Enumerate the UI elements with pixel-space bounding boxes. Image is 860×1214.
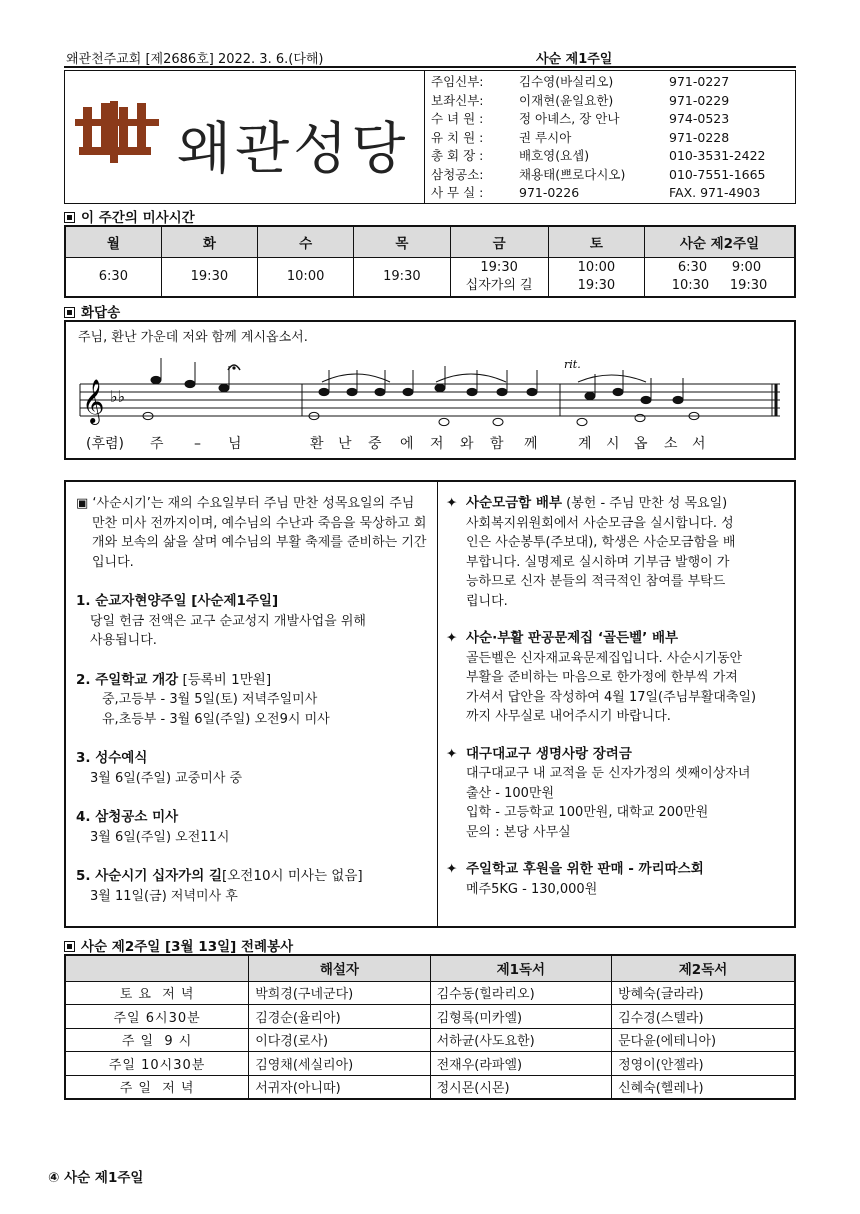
duty-person: 이다경(로사) [249, 1028, 430, 1052]
music-staff [66, 346, 794, 458]
notice-line: 문의 : 본당 사무실 [466, 824, 571, 840]
notice-line: 3월 6일(주일) 오전11시 [90, 829, 230, 845]
lyric-syllable: 저 [430, 436, 444, 452]
lyric-syllable: (후렴) [86, 436, 124, 452]
note-head [585, 392, 595, 399]
lyric-syllable: 서 [692, 436, 706, 452]
issue-info: 왜관천주교회 [제2686호] 2022. 3. 6.(다해) [66, 52, 324, 67]
star-bullet-icon: ✦ [446, 745, 458, 762]
note-head [219, 384, 229, 391]
notice-title-sub: (봉헌 - 주님 만찬 성 목요일) [562, 496, 728, 511]
mass-time-cell [354, 257, 450, 297]
duty-person: 김경순(율리아) [249, 1005, 430, 1029]
notice-title [446, 629, 788, 649]
notice-title [446, 745, 788, 765]
staff-row [431, 92, 795, 111]
mass-day-header: 월 [65, 226, 161, 257]
mass-time-secondary: 십자가의 길 [465, 277, 533, 293]
notice-line: 사용됩니다. [90, 633, 157, 648]
notice-line: 3월 6일(주일) 교중미사 중 [90, 770, 243, 786]
staff-phone: 010-7551-1665 [669, 166, 766, 182]
notice-title-sub: [등록비 1만원] [178, 671, 272, 688]
lyric-syllable: 함 [490, 436, 504, 452]
staff-role: 삼청공소: [431, 166, 484, 182]
lyric-syllable: 계 [578, 436, 592, 452]
notice-title [76, 592, 428, 612]
notice-item [76, 808, 428, 847]
star-bullet-icon: ✦ [446, 630, 458, 646]
lyric-syllable: 옵 [634, 436, 648, 452]
note-head [403, 388, 413, 395]
duty-slot: 주 일 9 시 [65, 1028, 249, 1052]
cross-logo-icon [75, 101, 165, 165]
flat-sign-icon: ♭♭ [110, 387, 126, 406]
notice-title-text: 3. 성수예식 [76, 750, 148, 766]
note-head [347, 388, 357, 395]
notice-title [446, 494, 788, 514]
notice-body [446, 880, 788, 900]
duty-row [65, 1075, 795, 1099]
notice-title-text: 사순모금함 배부 [466, 495, 562, 511]
staff-name: 권 루시아 [519, 129, 572, 145]
notice-title-text: 1. 순교자현양주일 [사순제1주일] [76, 593, 279, 609]
mass-time-cell [161, 257, 257, 297]
notice-title-text: 대구대교구 생명사랑 장려금 [466, 745, 632, 762]
notice-item [446, 745, 788, 843]
notice-line: 메주5KG - 130,000원 [466, 881, 598, 897]
duty-slot: 주일 6시30분 [65, 1005, 249, 1029]
duty-person: 정영이(안젤라) [612, 1052, 795, 1076]
duty-person: 김수경(스텔라) [612, 1005, 795, 1029]
notice-line: 능하므로 신자 분들의 적극적인 참여를 부탁드 [466, 574, 726, 589]
duty-slot: 토 요 저 녁 [65, 981, 249, 1005]
duty-row [65, 1028, 795, 1052]
duty-header: 제1독서 [430, 955, 611, 981]
star-bullet-icon: ✦ [446, 861, 458, 877]
logo-box [65, 71, 425, 203]
notice-title [446, 860, 788, 880]
duty-person: 김형록(미카엘) [430, 1005, 611, 1029]
staff-row [431, 166, 795, 185]
staff-row [431, 147, 795, 166]
notice-line: 사회복지위원회에서 사순모금을 실시합니다. 성 [466, 515, 734, 531]
mass-time: 19:30 [383, 268, 421, 284]
note-head [375, 388, 385, 395]
duty-header [65, 955, 249, 981]
lower-note [577, 418, 587, 425]
notice-title [76, 671, 428, 691]
hymn-section-title: 화답송 [64, 301, 120, 321]
duty-slot: 주 일 저 녁 [65, 1075, 249, 1099]
mass-time-cell [450, 257, 548, 297]
mass-time-cell [258, 257, 354, 297]
lyric-syllable: 소 [664, 436, 678, 452]
staff-phone: 971-0228 [669, 129, 730, 145]
column-divider [437, 482, 438, 926]
notice-title [76, 867, 428, 887]
lower-note [439, 418, 449, 425]
staff-name: 971-0226 [519, 185, 580, 200]
star-bullet-icon: ✦ [446, 495, 458, 511]
note-head [151, 376, 161, 383]
notice-title [76, 808, 428, 828]
lyric-syllable: 주 [150, 436, 164, 452]
duty-row [65, 1005, 795, 1029]
duty-person: 서하균(사도요한) [430, 1028, 611, 1052]
mass-time: 10:00 [286, 268, 325, 284]
logo-text: 왜관성당 [177, 117, 410, 182]
notice-title-sub: [오전10시 미사는 없음] [222, 868, 363, 884]
staff-name: 정 아녜스, 장 안나 [519, 111, 620, 126]
staff-name: 이재현(윤일요한) [519, 92, 614, 108]
mass-day-header: 사순 제2주일 [645, 226, 795, 257]
notice-line: 립니다. [466, 593, 508, 609]
mass-time: 6:30 9:00 [677, 259, 762, 275]
section-marker-icon [64, 307, 75, 318]
staff-role: 사 무 실 : [431, 185, 484, 200]
mass-time: 19:30 [190, 268, 229, 284]
notice-line: 당일 헌금 전액은 교구 순교성지 개발사업을 위해 [90, 613, 366, 629]
mass-time: 10:00 [577, 259, 616, 275]
mass-day-header: 토 [548, 226, 644, 257]
notice-title-text: 주일학교 후원을 위한 판매 - 까리따스회 [466, 861, 704, 877]
staff-name: 김수영(바실리오) [519, 74, 614, 89]
tempo-mark: rit. [564, 358, 581, 371]
staff-row [431, 110, 795, 129]
notice-body [446, 764, 788, 842]
staff-name: 배호영(요셉) [519, 148, 590, 163]
notice-item [446, 629, 788, 727]
note-head [467, 388, 477, 395]
duty-person: 방혜숙(글라라) [612, 981, 795, 1005]
hymn-box [64, 320, 796, 460]
duty-person: 전재우(라파엘) [430, 1052, 611, 1076]
note-head [641, 396, 651, 403]
staff-role: 수 녀 원 : [431, 111, 484, 126]
duty-person: 서귀자(아니따) [249, 1075, 430, 1099]
notice-body [76, 828, 428, 848]
notice-body [76, 769, 428, 789]
notice-line: 입학 - 고등학교 100만원, 대학교 200만원 [466, 805, 709, 820]
lyric-syllable: 난 [338, 436, 352, 452]
notice-line: 가셔서 답안을 작성하여 4월 17일(주님부활대축일) [466, 689, 757, 705]
duty-person: 박희경(구네군다) [249, 981, 430, 1005]
notice-line: 부합니다. 실명제로 실시하며 기부금 발행이 가 [466, 554, 730, 570]
notice-item [446, 860, 788, 899]
lyric-syllable: 시 [606, 436, 620, 452]
notice-body [76, 612, 428, 651]
duty-section-title: 사순 제2주일 [3월 13일] 전례봉사 [64, 935, 293, 955]
notice-line: 중,고등부 - 3월 5일(토) 저녁주일미사 [102, 692, 318, 707]
notice-title-text: 2. 주일학교 개강 [76, 671, 179, 688]
masthead-rule [64, 66, 796, 68]
duty-person: 김영채(세실리아) [249, 1052, 430, 1076]
note-head [613, 388, 623, 395]
staff-name: 채용태(쁘로다시오) [519, 166, 626, 182]
duty-person: 정시몬(시몬) [430, 1075, 611, 1099]
notice-body [446, 514, 788, 612]
staff-phone: 971-0227 [669, 74, 730, 89]
lyric-syllable: 님 [228, 436, 242, 452]
section-marker-icon [64, 212, 75, 223]
notice-item [76, 749, 428, 788]
notice-line: 인은 사순봉투(주보대), 학생은 사순모금함을 배 [466, 535, 736, 550]
staff-phone: FAX. 971-4903 [669, 185, 761, 200]
treble-clef-icon: 𝄞 [82, 379, 105, 423]
staff-list [431, 73, 795, 203]
mass-time-secondary: 10:30 19:30 [671, 277, 768, 293]
note-head [319, 388, 329, 395]
notice-line: 대구대교구 내 교적을 둔 신자가정의 셋째이상자녀 [466, 766, 751, 781]
duty-person: 김수동(힐라리오) [430, 981, 611, 1005]
lyric-syllable: 환 [310, 436, 324, 452]
notice-item [76, 671, 428, 730]
duty-person: 문다윤(에테니아) [612, 1028, 795, 1052]
mass-time-cell [548, 257, 644, 297]
staff-phone: 010-3531-2422 [669, 148, 766, 163]
duty-header: 제2독서 [612, 955, 795, 981]
notice-line: 3월 11일(금) 저녁미사 후 [90, 888, 238, 904]
staff-row [431, 184, 795, 203]
lower-note [635, 414, 645, 421]
staff-role: 주임신부: [431, 74, 484, 89]
section-marker-icon [64, 941, 75, 952]
notice-body [76, 887, 428, 907]
notice-box [64, 480, 796, 928]
notice-line: 유,초등부 - 3월 6일(주일) 오전9시 미사 [102, 711, 330, 727]
staff-row [431, 73, 795, 92]
notice-right-column [446, 494, 788, 917]
mass-time: 6:30 [98, 268, 128, 284]
notice-title [76, 749, 428, 769]
week-title: 사순 제1주일 [536, 52, 613, 67]
duty-person: 신혜숙(헬레나) [612, 1075, 795, 1099]
lyric-syllable: 께 [524, 436, 538, 452]
staff-phone: 971-0229 [669, 92, 730, 108]
mass-section-title: 이 주간의 미사시간 [64, 206, 195, 226]
duty-header: 해설자 [249, 955, 430, 981]
lyric-syllable: – [194, 436, 201, 452]
lyric-syllable: 와 [460, 436, 474, 452]
notice-line: 출산 - 100만원 [466, 785, 555, 801]
note-head [673, 396, 683, 403]
notice-line: 골든벨은 신자재교육문제집입니다. 사순시기동안 [466, 650, 743, 666]
mass-time-secondary: 19:30 [577, 277, 616, 293]
duty-slot: 주일 10시30분 [65, 1052, 249, 1076]
notice-item [76, 592, 428, 651]
lent-intro: ▣ ‘사순시기’는 재의 수요일부터 주님 만찬 성목요일의 주님 만찬 미사 전까지이며, 예수님의 수난과 죽음을 묵상하고 회개와 보속의 삶을 살며 예수님의 부활 축제를 준비하는 기간입니다. [76, 496, 427, 570]
notice-body [446, 649, 788, 727]
note-head [435, 384, 445, 391]
note-head [185, 380, 195, 387]
notice-line: 까지 사무실로 내어주시기 바랍니다. [466, 709, 671, 724]
mass-day-header: 목 [354, 226, 450, 257]
mass-day-header: 화 [161, 226, 257, 257]
header-box [64, 70, 796, 204]
lower-note [493, 418, 503, 425]
mass-time: 19:30 [480, 259, 518, 275]
notice-title-text: 5. 사순시기 십자가의 길 [76, 868, 222, 884]
lyric-syllable: 에 [400, 436, 414, 452]
mass-time-table [64, 225, 796, 298]
notice-title-text: 4. 삼청공소 미사 [76, 809, 179, 825]
staff-role: 유 치 원 : [431, 129, 484, 145]
mass-day-header: 금 [450, 226, 548, 257]
masthead [66, 48, 796, 66]
duty-table [64, 954, 796, 1100]
duty-row [65, 981, 795, 1005]
notice-line: 부활을 준비하는 마음으로 한가정에 한부씩 가져 [466, 670, 738, 685]
mass-time-cell [65, 257, 161, 297]
notice-item [446, 494, 788, 611]
notice-left-column [76, 494, 428, 906]
notice-title-text: 사순·부활 판공문제집 ‘골든벨’ 배부 [466, 630, 679, 646]
notice-body [76, 690, 428, 729]
staff-phone: 974-0523 [669, 111, 730, 126]
page-footer: ④ 사순 제1주일 [48, 1170, 144, 1186]
notice-item [76, 867, 428, 906]
mass-day-header: 수 [258, 226, 354, 257]
note-head [527, 388, 537, 395]
hymn-verse: 주님, 환난 가운데 저와 함께 계시옵소서. [78, 330, 308, 345]
staff-role: 보좌신부: [431, 92, 484, 108]
lyric-syllable: 중 [368, 436, 382, 452]
duty-row [65, 1052, 795, 1076]
staff-role: 총 회 장 : [431, 148, 484, 163]
note-head [497, 388, 507, 395]
mass-time-cell [645, 257, 795, 297]
staff-row [431, 129, 795, 148]
